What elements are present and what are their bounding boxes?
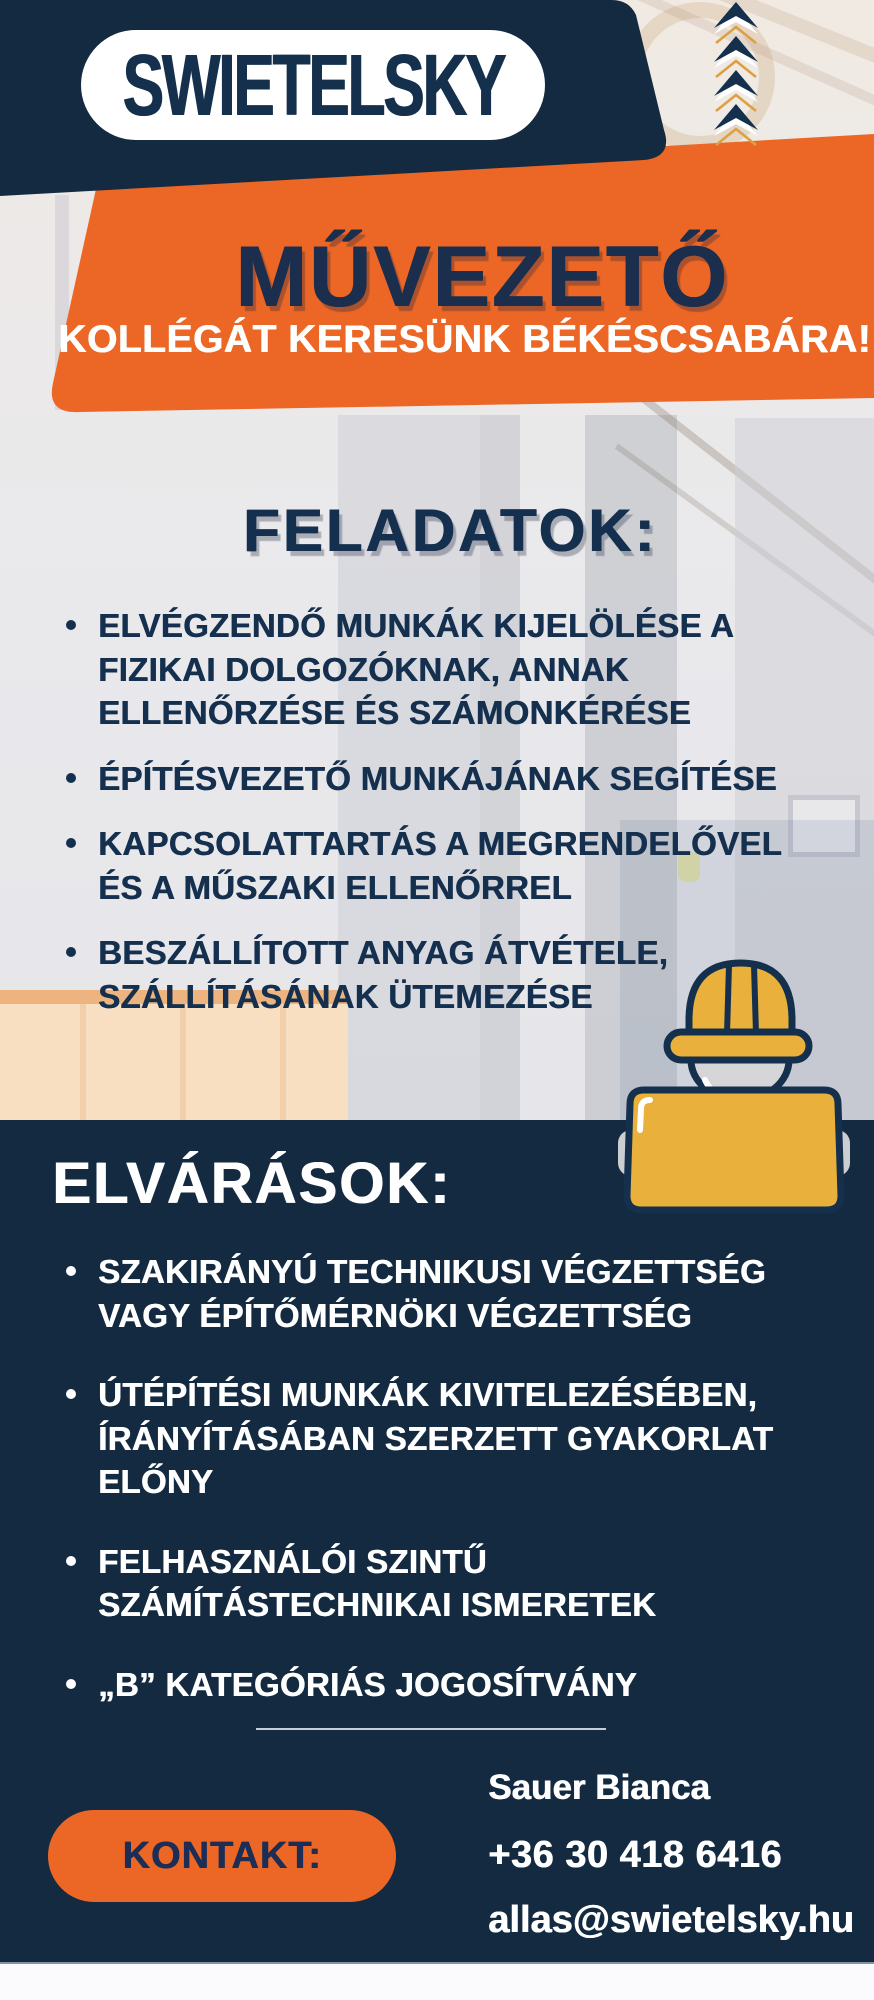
requirement-item: ÚTÉPÍTÉSI MUNKÁK KIVITELEZÉSÉBEN, ÍRÁNYÍTÁSÁBAN SZERZETT GYAKORLAT ELŐNY bbox=[64, 1373, 804, 1504]
task-item: ELVÉGZENDŐ MUNKÁK KIJELÖLÉSE A FIZIKAI DOLGOZÓKNAK, ANNAK ELLENŐRZÉSE ÉS SZÁMONKÉRÉSE bbox=[64, 604, 804, 735]
footer-strip bbox=[0, 1962, 874, 2000]
tasks-heading: FELADATOK: bbox=[242, 497, 658, 564]
construction-worker-laptop-icon bbox=[610, 948, 858, 1223]
requirement-item: FELHASZNÁLÓI SZINTŰ SZÁMÍTÁSTECHNIKAI ISMERETEK bbox=[64, 1540, 804, 1627]
contact-name: Sauer Bianca bbox=[488, 1768, 710, 1807]
swietelsky-logo bbox=[81, 30, 545, 140]
contact-email: allas@swietelsky.hu bbox=[488, 1899, 854, 1941]
task-item: KAPCSOLATTARTÁS A MEGRENDELŐVEL ÉS A MŰSZAKI ELLENŐRREL bbox=[64, 822, 804, 909]
requirement-item: „B” KATEGÓRIÁS JOGOSÍTVÁNY bbox=[64, 1663, 804, 1707]
task-item: BESZÁLLÍTOTT ANYAG ÁTVÉTELE, SZÁLLÍTÁSÁNAK ÜTEMEZÉSE bbox=[64, 931, 804, 1018]
chevrons-up-icon bbox=[704, 0, 768, 150]
contact-divider bbox=[256, 1728, 606, 1730]
banner-subtitle: KOLLÉGÁT KERESÜNK BÉKÉSCSABÁRA! bbox=[58, 318, 871, 361]
requirements-heading: ELVÁRÁSOK: bbox=[52, 1151, 452, 1216]
requirement-item: SZAKIRÁNYÚ TECHNIKUSI VÉGZETTSÉG VAGY ÉPÍTŐMÉRNÖKI VÉGZETTSÉG bbox=[64, 1250, 804, 1337]
kontakt-button-label: KONTAKT: bbox=[122, 1834, 322, 1877]
job-title: MŰVEZETŐ bbox=[235, 229, 729, 325]
contact-phone: +36 30 418 6416 bbox=[488, 1834, 782, 1876]
task-item: ÉPÍTÉSVEZETŐ MUNKÁJÁNAK SEGÍTÉSE bbox=[64, 757, 804, 801]
kontakt-button bbox=[48, 1810, 396, 1902]
requirements-list bbox=[64, 1250, 808, 1742]
swietelsky-logo-text: SWIETELSKY bbox=[122, 35, 504, 134]
